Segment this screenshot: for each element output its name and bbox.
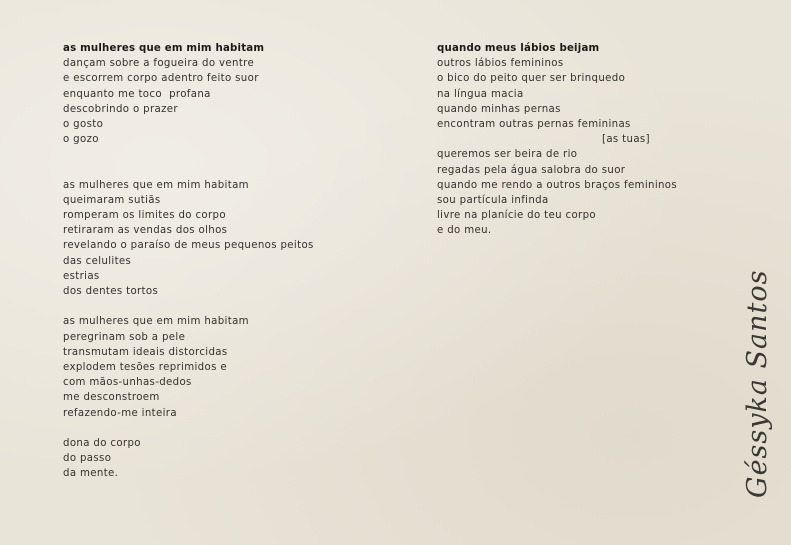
poem-line: as mulheres que em mim habitam	[63, 316, 249, 328]
poem-line: retiraram as vendas dos olhos	[63, 225, 228, 237]
poem-line: transmutam ideais distorcidas	[63, 346, 228, 358]
poem-line: peregrinam sob a pele	[63, 331, 186, 343]
poem-line: quando me rendo a outros braços femininos	[437, 179, 678, 191]
poem-line: regadas pela água salobra do suor	[437, 164, 626, 176]
poem-line: me desconstroem	[63, 392, 160, 404]
poem-line: outros lábios femininos	[437, 58, 564, 70]
poem-line: o gosto	[63, 118, 104, 130]
stanza-gap	[63, 299, 314, 314]
poem-line: refazendo-me inteira	[63, 407, 177, 419]
poem-line: das celulites	[63, 255, 132, 267]
poem-line: queremos ser beira de rio	[437, 149, 578, 161]
poem-line: com mãos-unhas-dedos	[63, 377, 192, 389]
poem-line: dona do corpo	[63, 437, 141, 449]
poem-line: descobrindo o prazer	[63, 103, 178, 115]
poem-line: e escorrem corpo adentro feito suor	[63, 73, 259, 85]
poem-line: do passo	[63, 453, 112, 465]
poem-line: queimaram sutiãs	[63, 194, 161, 206]
poem-line: encontram outras pernas femininas	[437, 118, 631, 130]
poem-line: e do meu.	[437, 225, 492, 237]
stanza-gap	[63, 147, 314, 162]
poem-line: o gozo	[63, 134, 99, 146]
poem-left-title: as mulheres que em mim habitam	[63, 43, 265, 54]
poem-line: estrias	[63, 270, 100, 282]
poem-aside: [as tuas]	[602, 134, 650, 146]
poem-line: o bico do peito quer ser brinquedo	[437, 73, 626, 85]
poem-line: dos dentes tortos	[63, 286, 159, 297]
poem-line: enquanto me toco profana	[63, 88, 211, 100]
poem-line: quando minhas pernas	[437, 103, 561, 115]
author-signature: Géssyka Santos	[742, 269, 773, 498]
poem-right	[437, 41, 677, 238]
poem-right-title: quando meus lábios beijam	[437, 43, 600, 54]
poem-line: revelando o paraíso de meus pequenos peitos	[63, 240, 314, 252]
poem-line: explodem tesões reprimidos e	[63, 361, 227, 373]
poem-line: as mulheres que em mim habitam	[63, 179, 249, 191]
poem-line: romperam os limites do corpo	[63, 210, 226, 222]
poem-line: na língua macia	[437, 88, 524, 100]
poem-line: da mente.	[63, 468, 119, 480]
stanza-gap	[63, 163, 314, 178]
poem-left	[63, 41, 314, 481]
poem-line: dançam sobre a fogueira do ventre	[63, 58, 255, 70]
poem-line: sou partícula infinda	[437, 194, 549, 206]
poem-line: livre na planície do teu corpo	[437, 210, 596, 222]
stanza-gap	[63, 421, 314, 436]
